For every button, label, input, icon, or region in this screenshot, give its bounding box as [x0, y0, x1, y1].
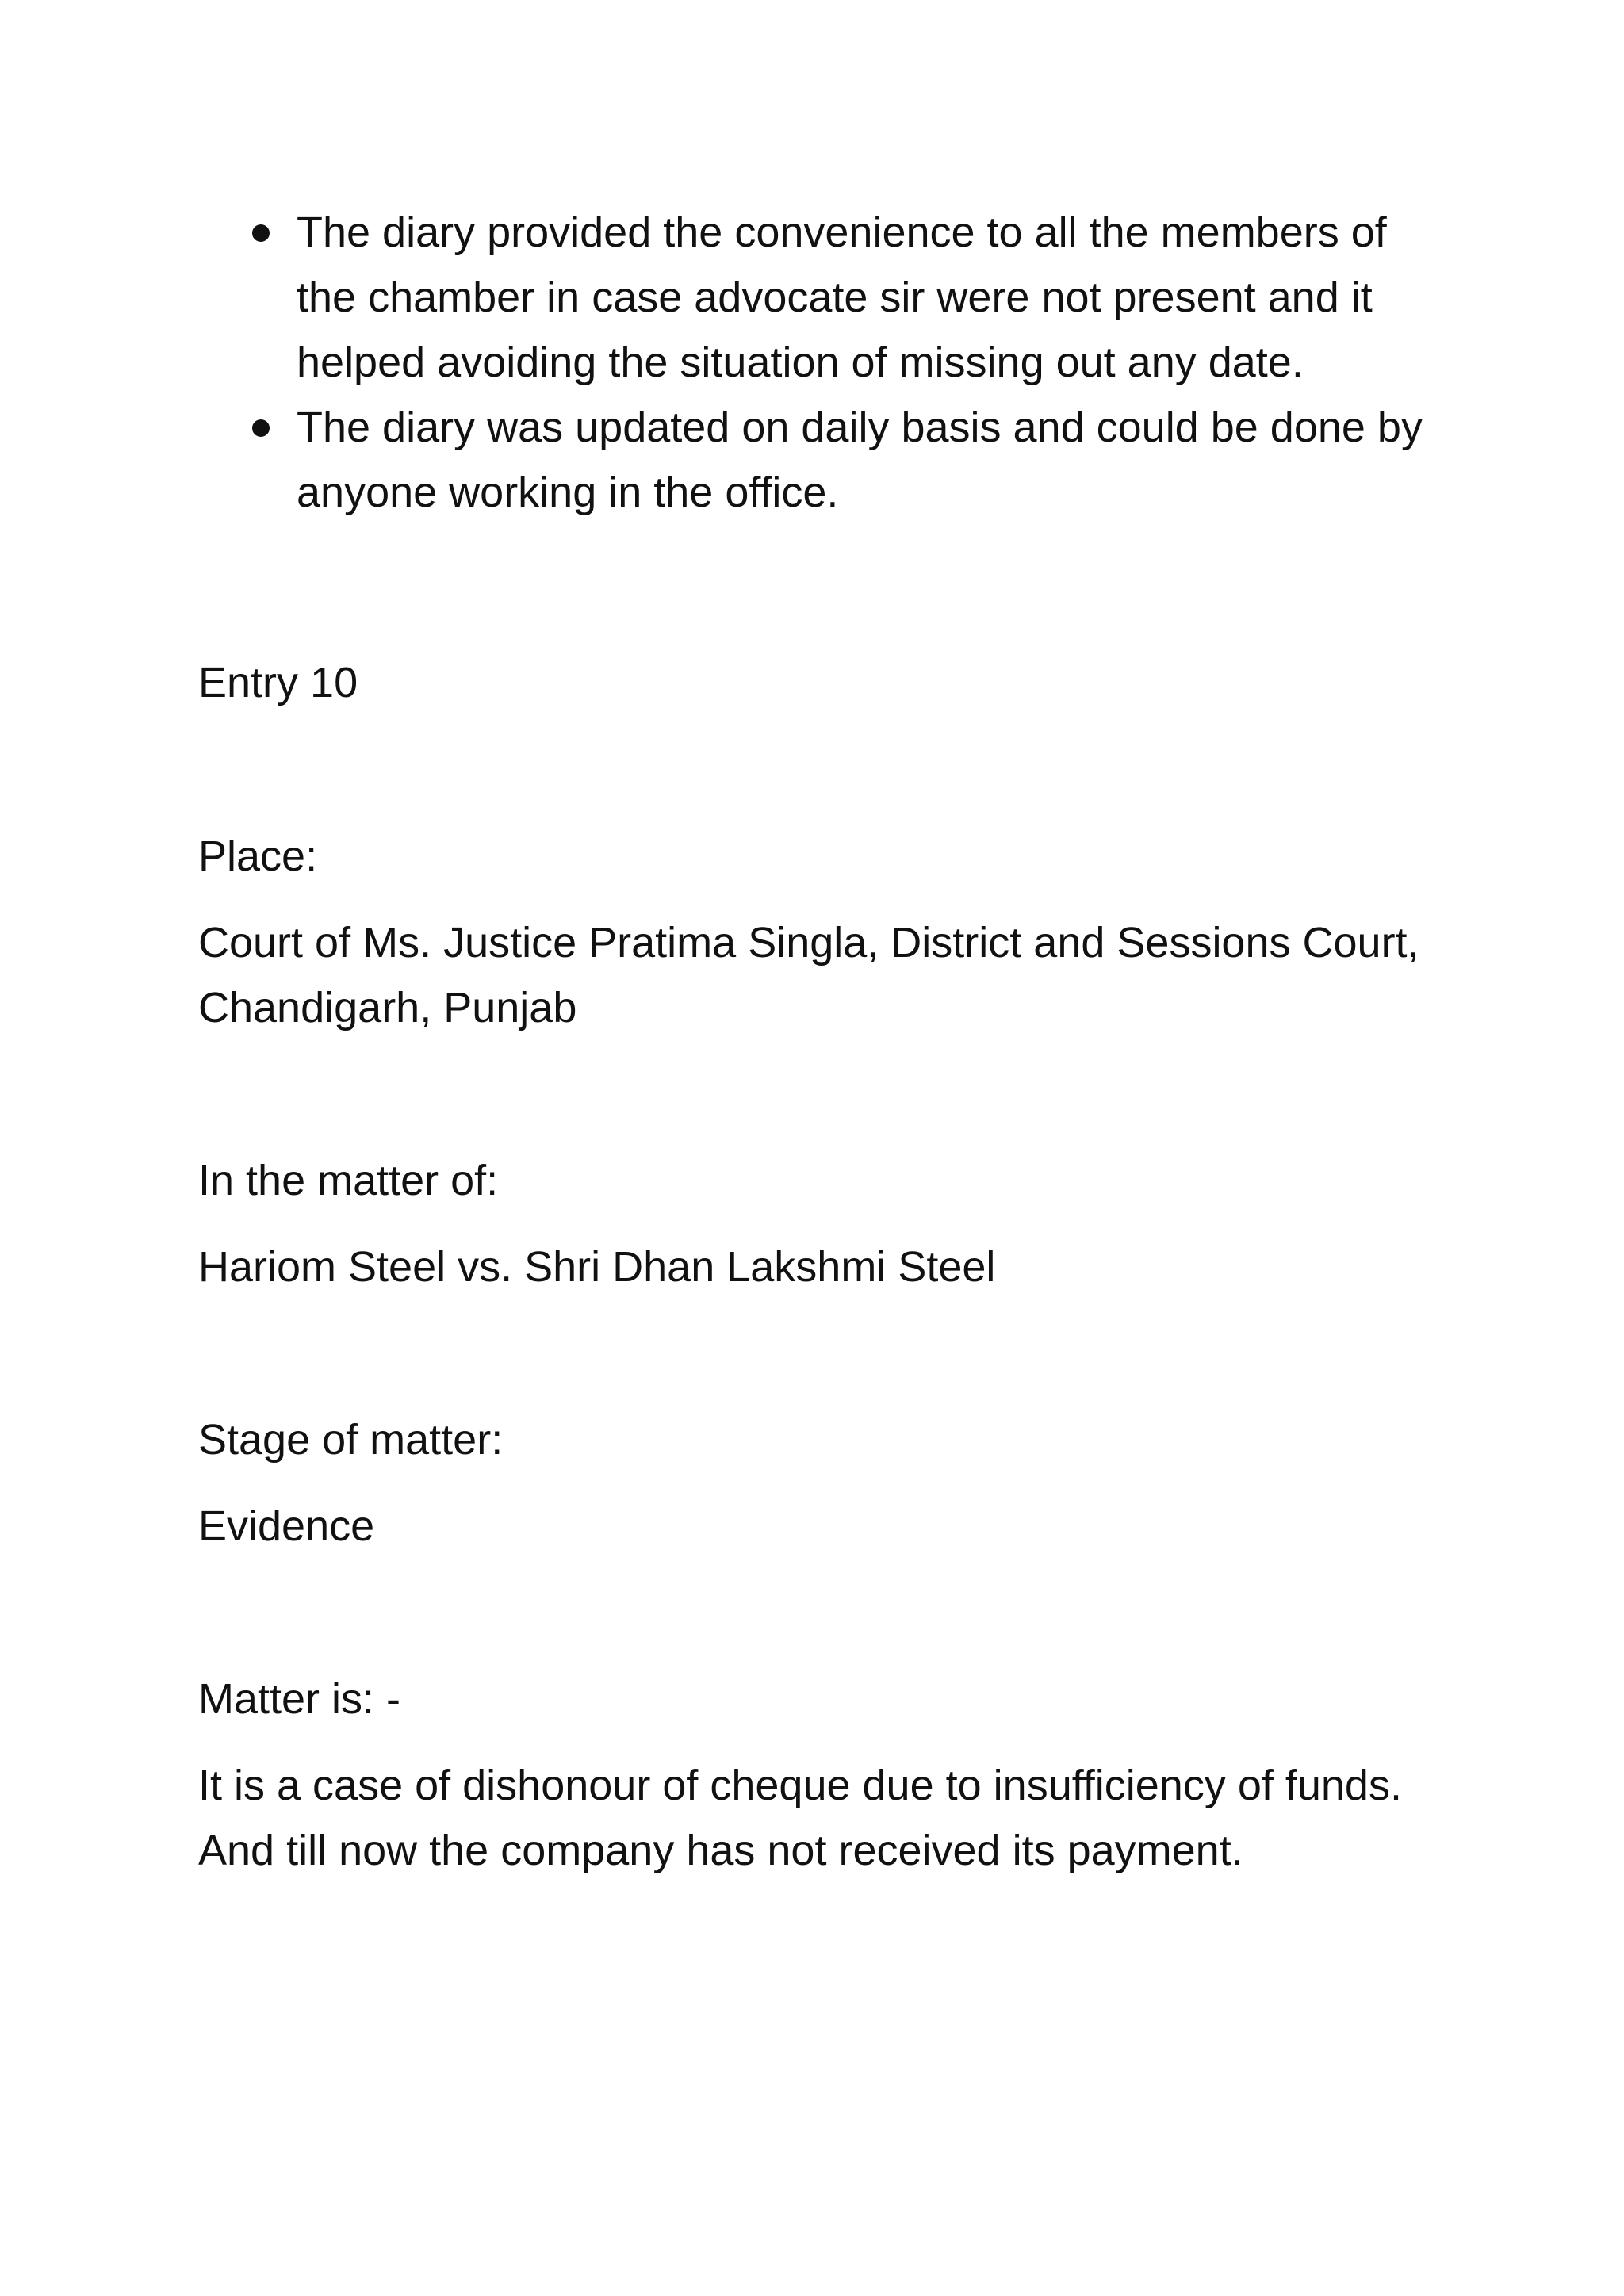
- bullet-item: [198, 200, 1435, 395]
- matter-is-label: Matter is: -: [198, 1675, 401, 1723]
- bullet-dot-icon: [252, 224, 270, 242]
- bullet-text: The diary was updated on daily basis and could be done by anyone working in the office.: [297, 404, 1423, 516]
- matter-value: Hariom Steel vs. Shri Dhan Lakshmi Steel: [198, 1243, 996, 1291]
- entry-title: Entry 10: [198, 659, 358, 706]
- bullet-item: [198, 395, 1435, 525]
- document-content: [198, 200, 1435, 1883]
- bullet-dot-icon: [252, 419, 270, 437]
- matter-label: In the matter of:: [198, 1157, 499, 1204]
- bullet-list: [198, 200, 1435, 525]
- matter-is-value: It is a case of dishonour of cheque due to insufficiency of funds. And till now the company has not received its payment.: [198, 1762, 1402, 1874]
- stage-value: Evidence: [198, 1502, 375, 1550]
- bullet-text: The diary provided the convenience to all the members of the chamber in case advocate sir were not present and it helped avoiding the situation of missing out any date.: [297, 209, 1387, 386]
- place-label: Place:: [198, 832, 318, 880]
- stage-label: Stage of matter:: [198, 1416, 504, 1464]
- place-value: Court of Ms. Justice Pratima Singla, District and Sessions Court, Chandigarh, Punjab: [198, 919, 1419, 1031]
